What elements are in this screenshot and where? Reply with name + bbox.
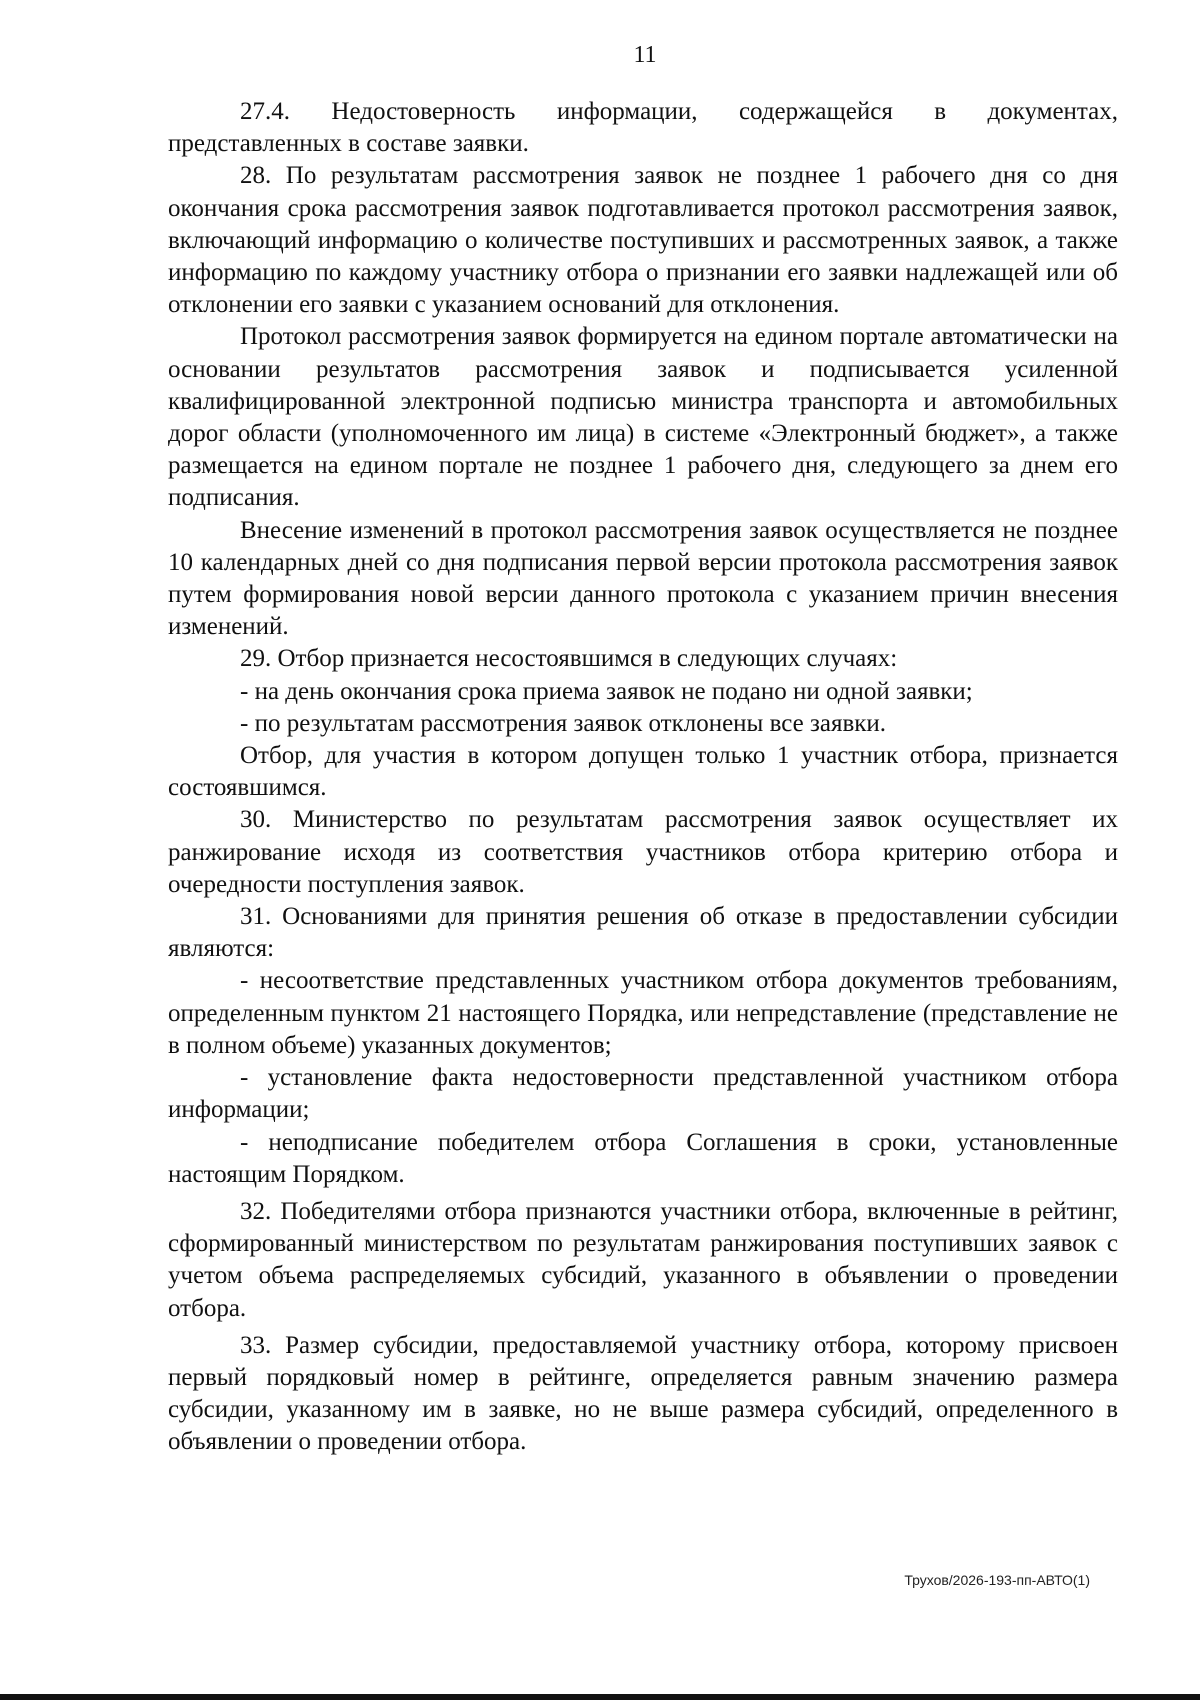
list-item-noncompliance: - несоответствие представленных участником отбора документов требованиям, определенным пунктом 21 настоящего Порядка, или непредставление (представление не в полном объеме) указанных документов; bbox=[168, 967, 1118, 1059]
paragraph-31: 31. Основаниями для принятия решения об отказе в предоставлении субсидии являются: bbox=[168, 903, 1118, 963]
paragraph-29: 29. Отбор признается несостоявшимся в следующих случаях: bbox=[240, 645, 898, 673]
document-code: Трухов/2026-193-пп-АВТО(1) bbox=[904, 1572, 1090, 1588]
page-number: 11 bbox=[633, 42, 657, 68]
list-item-no-applications: - на день окончания срока приема заявок не подано ни одной заявки; bbox=[240, 677, 973, 705]
paragraph-protocol-changes: Внесение изменений в протокол рассмотрения заявок осуществляется не позднее 10 календарных дней со дня подписания первой версии протокола рассмотрения заявок путем формирования новой версии данного протокола с указанием причин внесения изменений. bbox=[168, 516, 1118, 641]
paragraph-protocol-formation: Протокол рассмотрения заявок формируется на едином портале автоматически на основании результатов рассмотрения заявок и подписывается усиленной квалифицированной электронной подписью министра транспорта и автомобильных дорог области (уполномоченного им лица) в системе «Электронный бюджет», а также размещается на едином портале не позднее 1 рабочего дня, следующего за днем его подписания. bbox=[168, 323, 1118, 512]
paragraph-27-4: 27.4. Недостоверность информации, содержащейся в документах, представленных в составе заявки. bbox=[168, 98, 1118, 158]
paragraph-28: 28. По результатам рассмотрения заявок не позднее 1 рабочего дня со дня окончания срока рассмотрения заявок подготавливается протокол рассмотрения заявок, включающий информацию о количестве поступивших и рассмотренных заявок, а также информацию по каждому участнику отбора о признании его заявки надлежащей или об отклонении его заявки с указанием оснований для отклонения. bbox=[168, 162, 1118, 319]
paragraph-30: 30. Министерство по результатам рассмотрения заявок осуществляет их ранжирование исходя из соответствия участников отбора критерию отбора и очередности поступления заявок. bbox=[168, 806, 1118, 898]
document-body bbox=[168, 96, 1118, 1459]
scan-edge-divider bbox=[0, 1694, 1200, 1700]
paragraph-33: 33. Размер субсидии, предоставляемой участнику отбора, которому присвоен первый порядковый номер в рейтинге, определяется равным значению размера субсидии, указанному им в заявке, но не выше размера субсидий, определенного в объявлении о проведении отбора. bbox=[168, 1331, 1118, 1456]
list-item-all-rejected: - по результатам рассмотрения заявок отклонены все заявки. bbox=[240, 709, 887, 737]
list-item-agreement-not-signed: - неподписание победителем отбора Соглашения в сроки, установленные настоящим Порядком. bbox=[168, 1128, 1118, 1188]
paragraph-single-participant: Отбор, для участия в котором допущен только 1 участник отбора, признается состоявшимся. bbox=[168, 742, 1118, 802]
paragraph-32: 32. Победителями отбора признаются участники отбора, включенные в рейтинг, сформированный министерством по результатам ранжирования поступивших заявок с учетом объема распределяемых субсидий, указанного в объявлении о проведении отбора. bbox=[168, 1197, 1118, 1322]
list-item-false-information: - установление факта недостоверности представленной участником отбора информации; bbox=[168, 1064, 1118, 1124]
